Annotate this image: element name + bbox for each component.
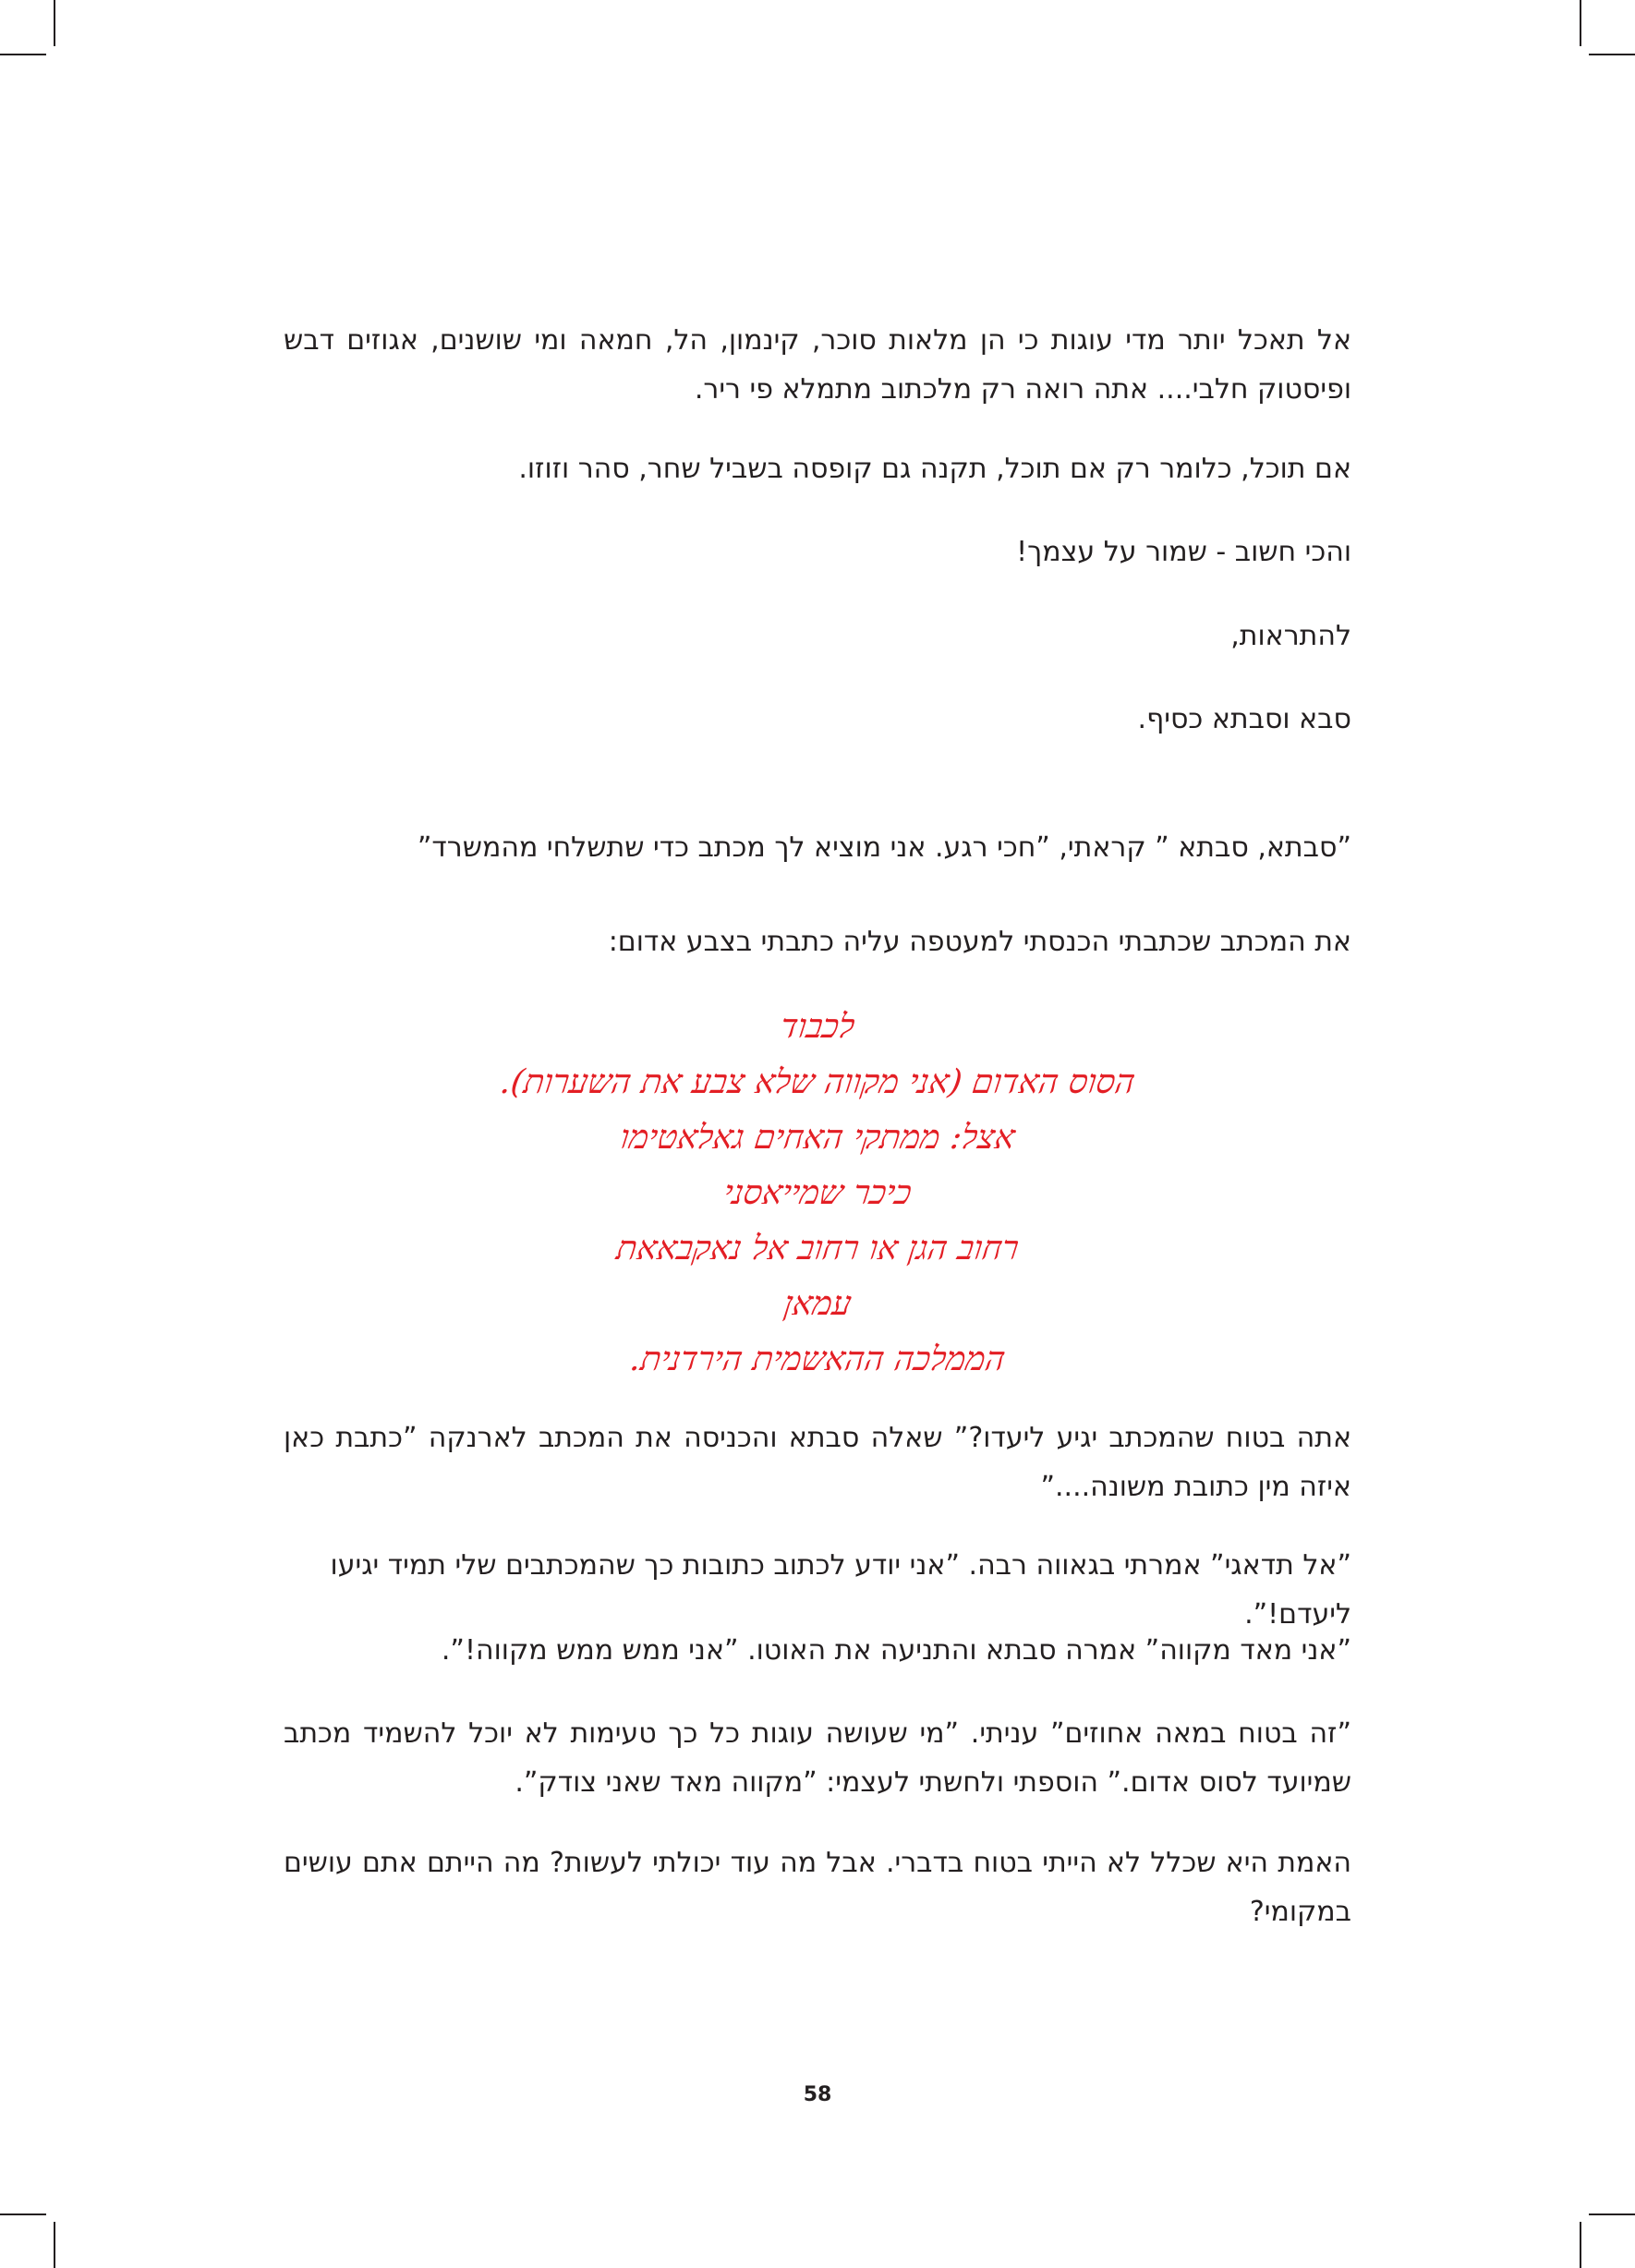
crop-mark-top-right-h <box>1589 54 1635 55</box>
crop-mark-bottom-left <box>54 2222 55 2268</box>
paragraph-call-grandma: ”סבתא, סבתא ” קראתי, ”חכי רגע. אני מוציא לך מכתב כדי שתשלחי מהמשרד” <box>417 831 1351 864</box>
address-line-care-of: אצל: ממתקי האחים גאלאטימו <box>617 1119 1018 1157</box>
address-line-to: לכבוד <box>778 1008 857 1046</box>
crop-mark-top-left <box>54 0 55 46</box>
paragraph-signature: סבא וסבתא כסיף. <box>1137 703 1351 735</box>
crop-mark-top-left-h <box>0 54 46 55</box>
address-line-country: הממלכה ההאשמית הירדנית. <box>627 1340 1008 1378</box>
red-envelope-address <box>0 1000 1635 1388</box>
paragraph-goodbye: להתראות, <box>1230 620 1351 652</box>
paragraph-dont-worry: ”אל תדאגי” אמרתי בגאווה רבה. ”אני יודע לכתוב כתובות כך שהמכתבים שלי תמיד יגיעו ליעדם!”. <box>330 1549 1351 1631</box>
paragraph-box-request: אם תוכל, כלומר רק אם תוכל, תקנה גם קופסה בשביל שחר, סהר וזוזו. <box>518 453 1351 485</box>
paragraph-envelope: את המכתב שכתבתי הכנסתי למעטפה עליה כתבתי בצבע אדום: <box>608 926 1351 958</box>
paragraph-hope: ”אני מאד מקווה” אמרה סבתא והתניעה את האוטו. ”אני ממש ממש מקווה!”. <box>441 1634 1351 1667</box>
paragraph-take-care: והכי חשוב - שמור על עצמך! <box>1016 536 1351 568</box>
crop-mark-bottom-right <box>1580 2222 1581 2268</box>
paragraph-cakes-warning: אל תאכל יותר מדי עוגות כי הן מלאות סוכר, קינמון, הל, חמאה ומי שושנים, אגוזים דבש ופיסטוק חלבי.... אתה רואה רק מלכתוב מתמלא פי ריר. <box>284 324 1351 406</box>
address-line-square: כיכר שמייאסני <box>721 1174 914 1212</box>
address-line-recipient: הסוס האדום (אני מקווה שלא צבע את השערות). <box>497 1063 1138 1101</box>
page-number: 58 <box>803 2083 832 2106</box>
crop-mark-bottom-right-h <box>1589 2213 1635 2215</box>
paragraph-truth: האמת היא שכלל לא הייתי בטוח בדברי. אבל מה עוד יכולתי לעשות? מה הייתם אתם עושים במקומי? <box>284 1847 1351 1928</box>
address-line-city: עמאן <box>781 1285 854 1323</box>
crop-mark-top-right <box>1580 0 1581 46</box>
address-line-street: רחוב הגן או רחוב אל נאקבאאת <box>613 1230 1022 1267</box>
crop-mark-bottom-left-h <box>0 2213 46 2215</box>
paragraph-sure: ”זה בטוח במאה אחוזים” עניתי. ”מי שעושה עוגות כל כך טעימות לא יוכל להשמיד מכתב שמיועד לסוס אדום.” הוספתי ולחשתי לעצמי: ”מקווה מאד שאני צודק”. <box>284 1717 1351 1799</box>
paragraph-grandma-question: אתה בטוח שהמכתב יגיע ליעדו?” שאלה סבתא והכניסה את המכתב לארנקה ”כתבת כאן איזה מין כתובת משונה....” <box>284 1422 1351 1503</box>
